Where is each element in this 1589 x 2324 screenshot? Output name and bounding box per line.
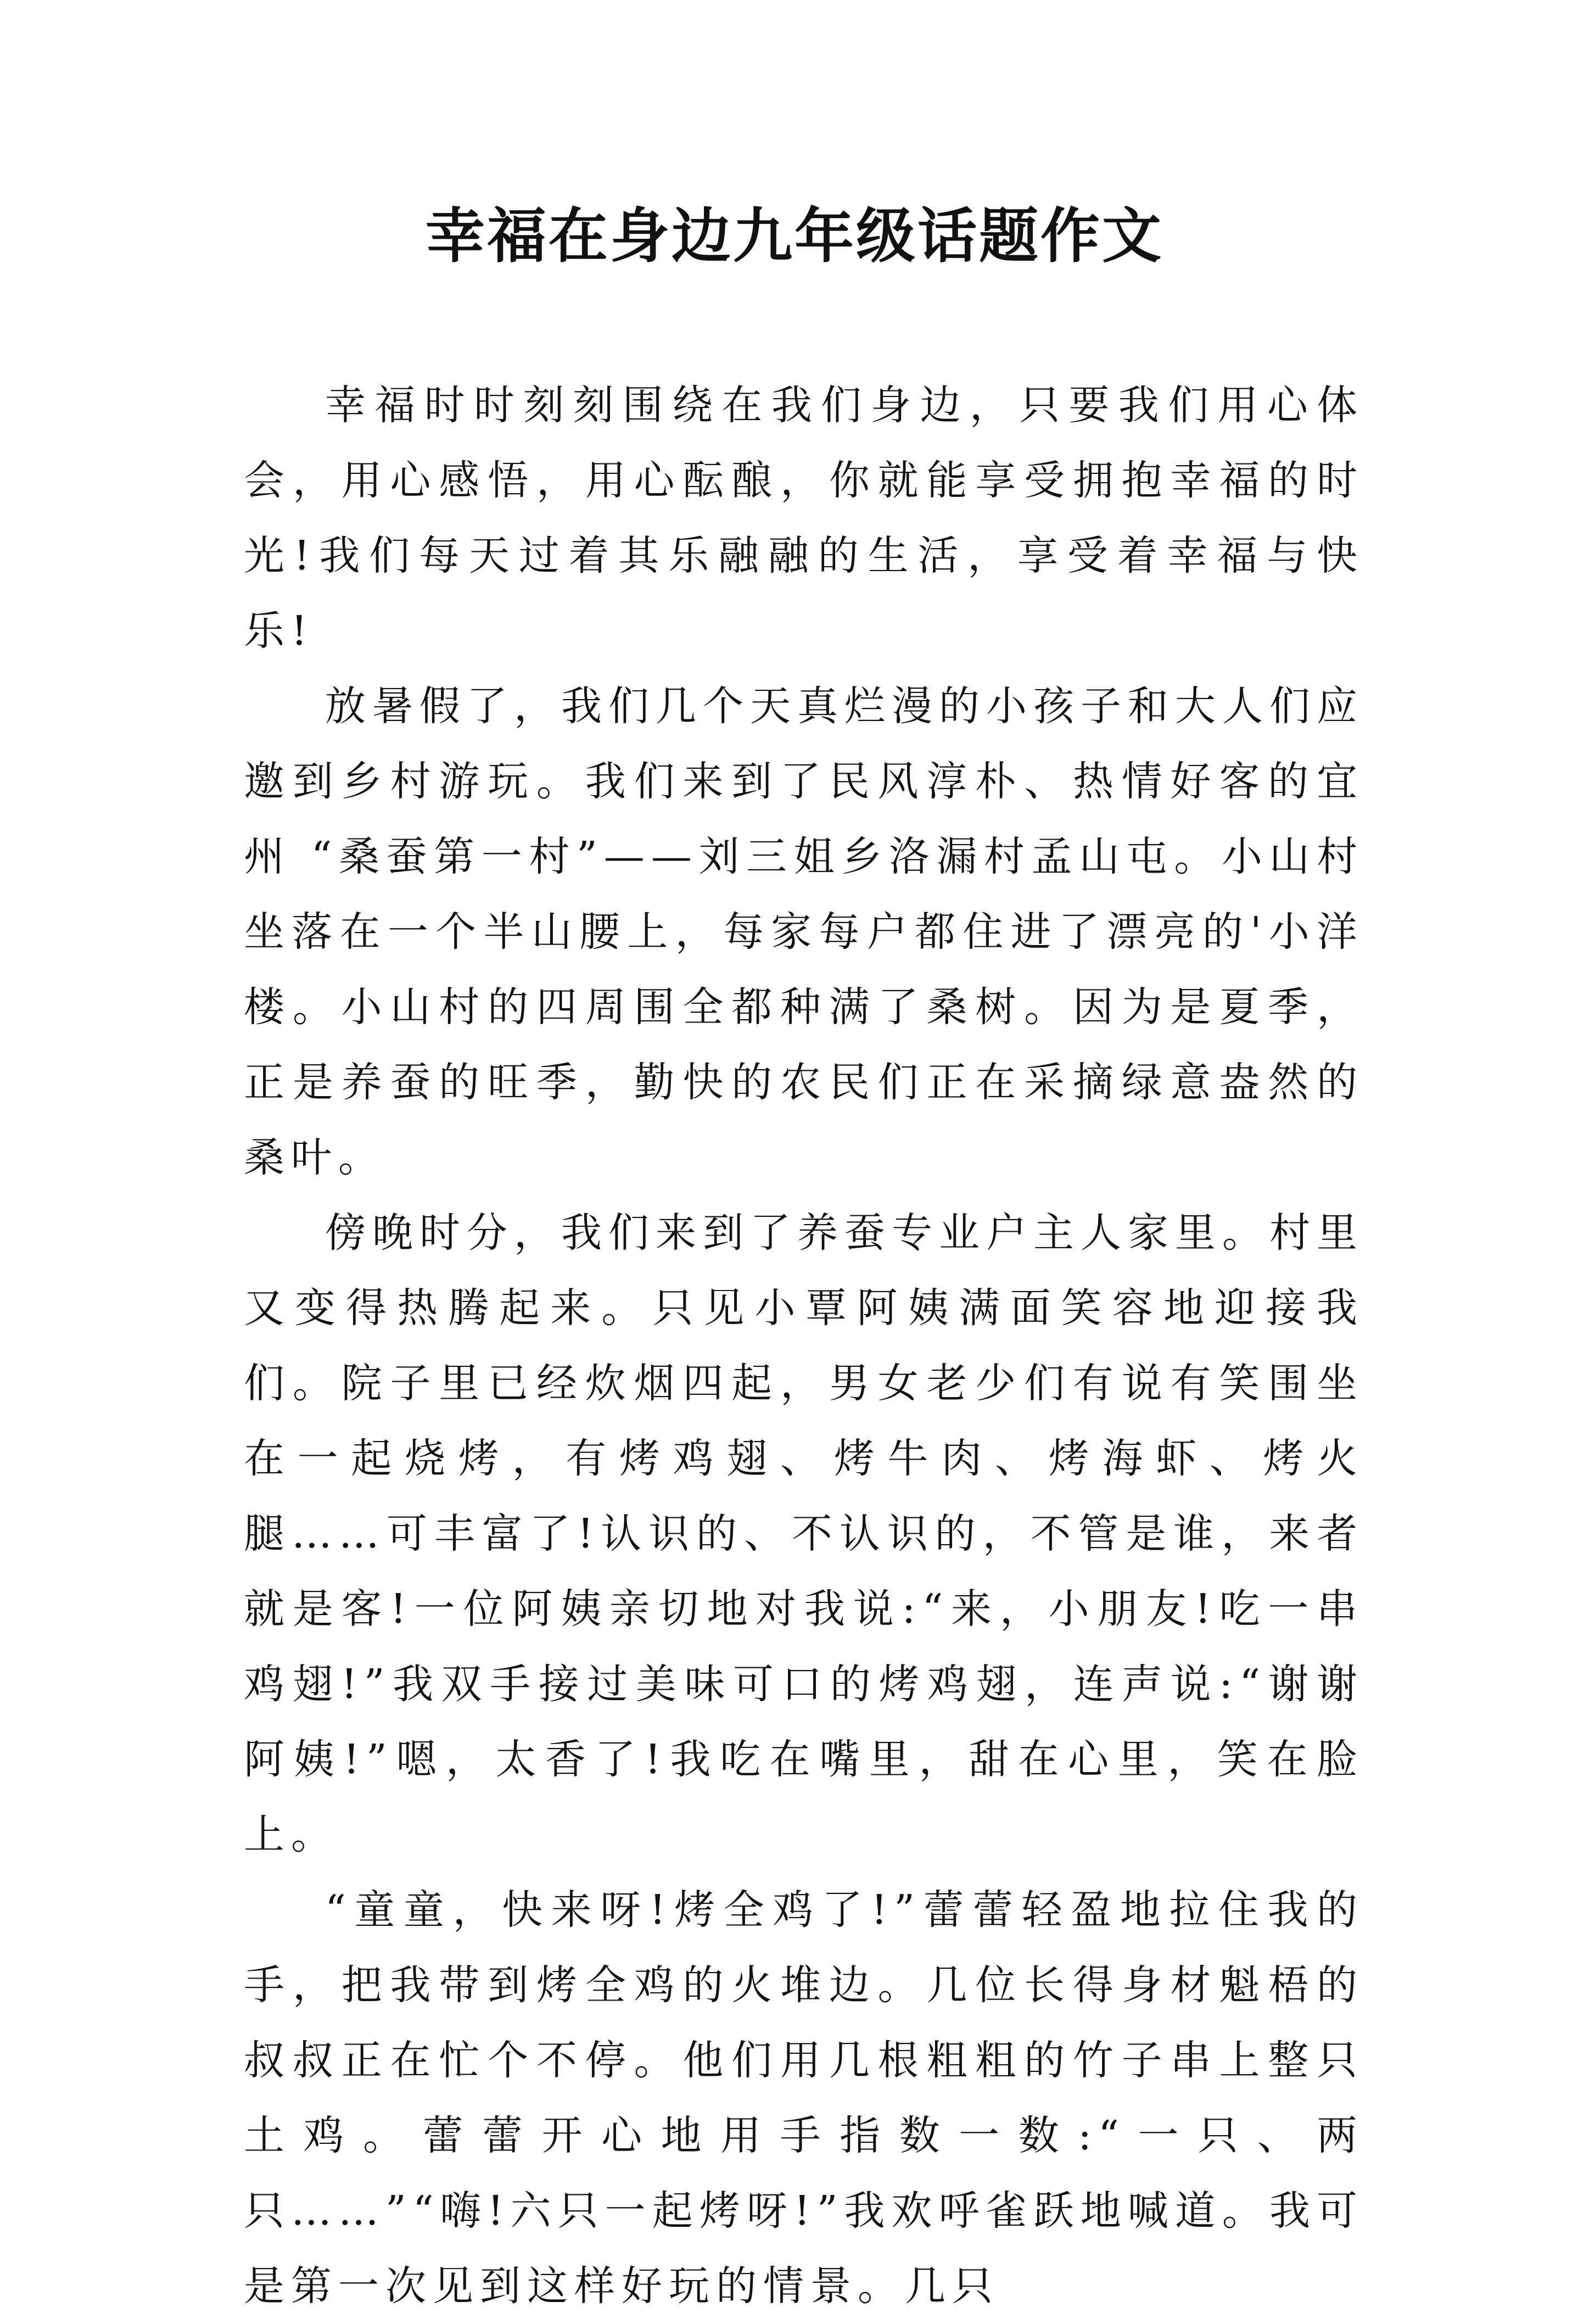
paragraph: “童童，快来呀!烤全鸡了!”蕾蕾轻盈地拉住我的手，把我带到烤全鸡的火堆边。几位长得身材魁梧的叔叔正在忙个不停。他们用几根粗粗的竹子串上整只土鸡。蕾蕾开心地用手指数一数:“一只、两只……”“嗨!六只一起烤呀!”我欢呼雀跃地喊道。我可是第一次见到这样好玩的情景。几只: [244, 1886, 1364, 2310]
paragraph: 傍晚时分，我们来到了养蚕专业户主人家里。村里又变得热腾起来。只见小覃阿姨满面笑容地迎接我们。院子里已经炊烟四起，男女老少们有说有笑围坐在一起烧烤，有烤鸡翅、烤牛肉、烤海虾、烤火腿……可丰富了!认识的、不认识的，不管是谁，来者就是客!一位阿姨亲切地对我说:“来，小朋友!吃一串鸡翅!”我双手接过美味可口的烤鸡翅，连声说:“谢谢阿姨!”嗯，太香了!我吃在嘴里，甜在心里，笑在脸上。: [244, 1209, 1364, 1858]
paragraph: 放暑假了，我们几个天真烂漫的小孩子和大人们应邀到乡村游玩。我们来到了民风淳朴、热情好客的宜州 “桑蚕第一村”——刘三姐乡洛漏村孟山屯。小山村坐落在一个半山腰上，每家每户都住进了漂亮的'小洋楼。小山村的四周围全都种满了桑树。因为是夏季，正是养蚕的旺季，勤快的农民们正在采摘绿意盎然的桑叶。: [244, 683, 1364, 1181]
document-title: 幸福在身边九年级话题作文: [425, 202, 1163, 271]
document-body: [244, 368, 1364, 2324]
paragraph: 幸福时时刻刻围绕在我们身边，只要我们用心体会，用心感悟，用心酝酿，你就能享受拥抱幸福的时光!我们每天过着其乐融融的生活，享受着幸福与快乐!: [244, 382, 1364, 655]
